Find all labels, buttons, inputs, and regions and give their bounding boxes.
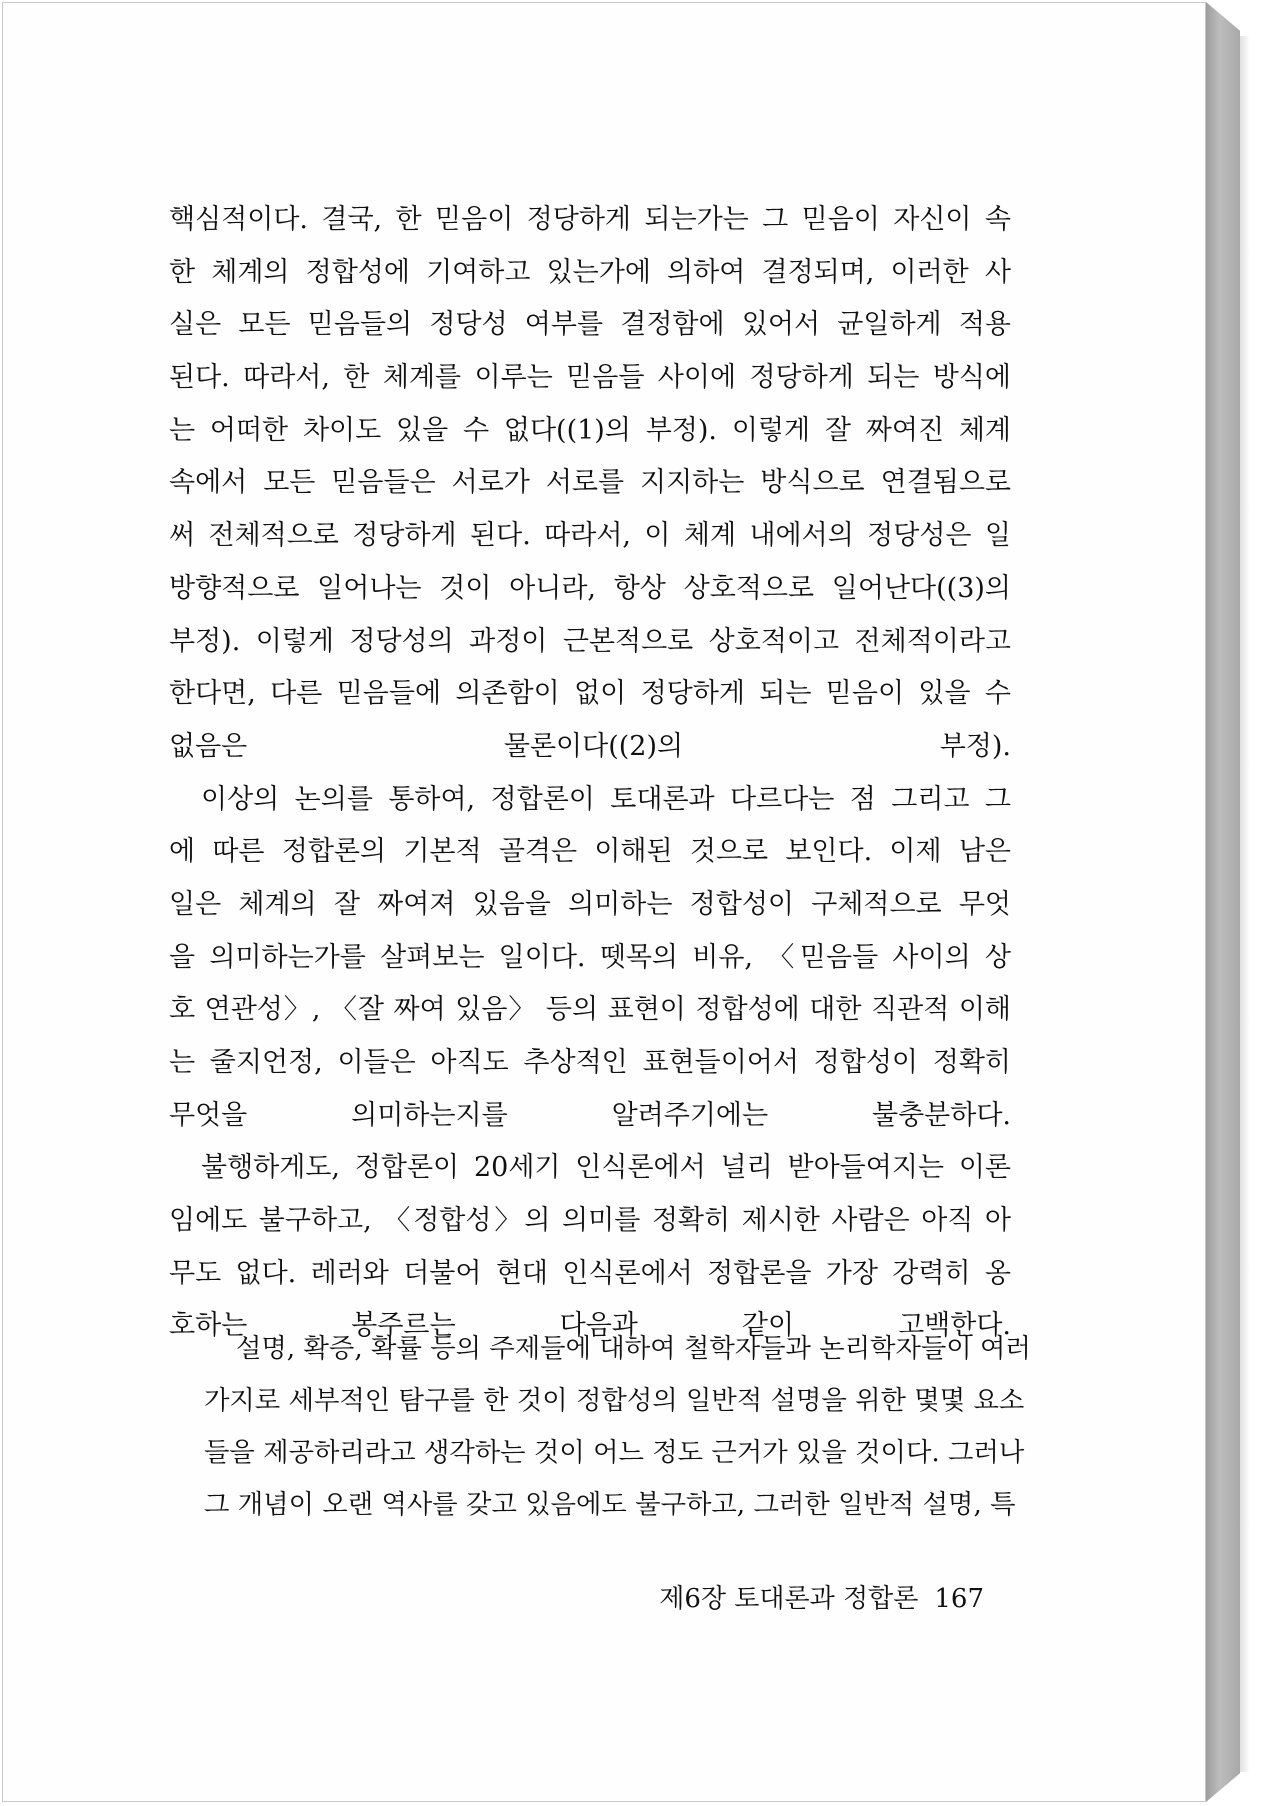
block-quote (204, 1323, 1031, 1531)
text-line: 없음은 물론이다((2)의 부정). (169, 730, 1011, 762)
text-line: 을 의미하는가를 살펴보는 일이다. 뗏목의 비유, 〈믿음들 사이의 상 (169, 941, 1011, 973)
text-line: 써 전체적으로 정당하게 된다. 따라서, 이 체계 내에서의 정당성은 일 (169, 520, 1011, 552)
text-line: 무엇을 의미하는지를 알려주기에는 불충분하다. (169, 1099, 1011, 1131)
main-text (169, 194, 1011, 1353)
text-line: 는 어떠한 차이도 있을 수 없다((1)의 부정). 이렇게 잘 짜여진 체계 (169, 414, 1012, 446)
text-line: 이상의 논의를 통하여, 정합론이 토대론과 다르다는 점 그리고 그 (201, 783, 1011, 815)
quote-line: 그 개념이 오랜 역사를 갖고 있음에도 불구하고, 그러한 일반적 설명, 특 (204, 1490, 1016, 1520)
page-footer (659, 1582, 984, 1616)
text-line: 불행하게도, 정합론이 20세기 인식론에서 널리 받아들여지는 이론 (201, 1152, 1011, 1184)
text-line: 호하는 봉주르는 다음과 같이 고백한다. (169, 1310, 1011, 1342)
text-line: 부정). 이렇게 정당성의 과정이 근본적으로 상호적이고 전체적이라고 (169, 625, 1011, 657)
text-line: 핵심적이다. 결국, 한 믿음이 정당하게 되는가는 그 믿음이 자신이 속 (169, 204, 1011, 235)
quote-line: 설명, 확증, 확률 등의 주제들에 대하여 철학자들과 논리학자들이 여러 (236, 1334, 1031, 1364)
text-line: 한 체계의 정합성에 기여하고 있는가에 의하여 결정되며, 이러한 사 (169, 256, 1011, 288)
text-line: 된다. 따라서, 한 체계를 이루는 믿음들 사이에 정당하게 되는 방식에 (169, 362, 1011, 394)
text-line: 에 따른 정합론의 기본적 골격은 이해된 것으로 보인다. 이제 남은 (169, 836, 1011, 868)
text-line: 무도 없다. 레러와 더불어 현대 인식론에서 정합론을 가장 강력히 옹 (169, 1257, 1011, 1289)
text-line: 방향적으로 일어나는 것이 아니라, 항상 상호적으로 일어난다((3)의 (169, 572, 1011, 604)
text-line: 일은 체계의 잘 짜여져 있음을 의미하는 정합성이 구체적으로 무엇 (169, 888, 1011, 920)
page-number: 167 (934, 1584, 984, 1614)
page-shadow (1240, 36, 1250, 1772)
text-line: 속에서 모든 믿음들은 서로가 서로를 지지하는 방식으로 연결됨으로 (169, 467, 1011, 499)
book-spine-edge (1206, 2, 1240, 1802)
text-line: 는 줄지언정, 이들은 아직도 추상적인 표현들이어서 정합성이 정확히 (169, 1047, 1011, 1078)
quote-line: 가지로 세부적인 탐구를 한 것이 정합성의 일반적 설명을 위한 몇몇 요소 (204, 1386, 1025, 1416)
text-line: 실은 모든 믿음들의 정당성 여부를 결정함에 있어서 균일하게 적용 (169, 309, 1011, 341)
text-line: 임에도 불구하고, 〈정합성〉의 의미를 정확히 제시한 사람은 아직 아 (169, 1205, 1011, 1237)
quote-line: 들을 제공하리라고 생각하는 것이 어느 정도 근거가 있을 것이다. 그러나 (204, 1438, 1025, 1468)
chapter-title: 제6장 토대론과 정합론 (659, 1584, 919, 1614)
text-line: 한다면, 다른 믿음들에 의존함이 없이 정당하게 되는 믿음이 있을 수 (169, 678, 1011, 710)
text-line: 호 연관성〉, 〈잘 짜여 있음〉 등의 표현이 정합성에 대한 직관적 이해 (169, 994, 1011, 1026)
